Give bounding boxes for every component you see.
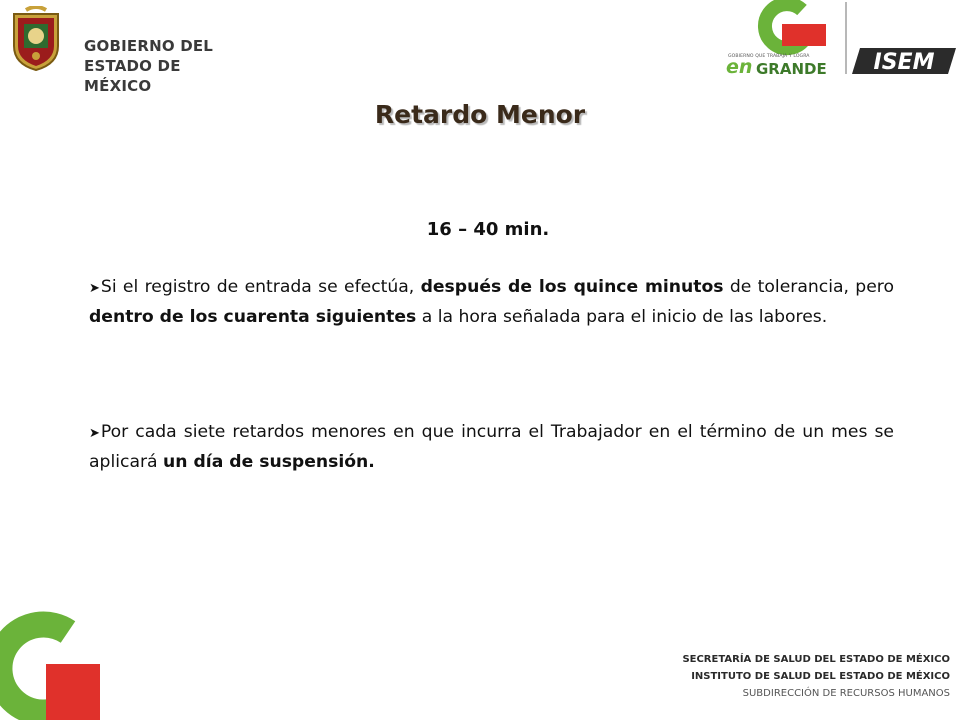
header-divider — [845, 2, 847, 74]
isem-logo — [852, 46, 958, 76]
p1-text2: de tolerancia, pero — [723, 277, 894, 297]
page-title: Retardo Menor — [374, 100, 586, 129]
g-mark-icon — [726, 0, 834, 56]
arrow-bullet-icon: ➤ — [89, 281, 100, 296]
engrande-tagline: GOBIERNO QUE TRABAJA Y LOGRA — [728, 54, 810, 59]
g-mark-bottom-icon — [0, 606, 100, 720]
engrande-grande: GRANDE — [756, 60, 827, 78]
footer-line1: SECRETARÍA DE SALUD DEL ESTADO DE MÉXICO — [682, 654, 950, 665]
footer — [682, 651, 950, 702]
engrande-logo — [726, 0, 834, 78]
gobierno-line1: GOBIERNO DEL — [84, 37, 214, 55]
gobierno-estado-mexico-logo — [8, 6, 248, 95]
gobierno-text — [84, 36, 248, 96]
p2-text1: Por cada siete retardos menores en que incurra el Trabajador en el término de un mes se aplicará — [89, 422, 894, 472]
p1-text1: Si el registro de entrada se efectúa, — [100, 277, 421, 297]
p1-bold2: dentro de los cuarenta siguientes — [89, 307, 417, 327]
p1-bold1: después de los quince minutos — [420, 277, 724, 297]
engrande-en: en — [726, 56, 753, 78]
coat-of-arms-icon — [8, 6, 64, 72]
p1-text3: a la hora señalada para el inicio de las labores. — [416, 307, 828, 327]
gobierno-line2: ESTADO DE MÉXICO — [84, 57, 181, 95]
p2-bold1: un día de suspensión. — [163, 452, 375, 472]
isem-logo-text: ISEM — [873, 50, 935, 75]
paragraph-2 — [89, 418, 894, 476]
time-range: 16 – 40 min. — [426, 219, 550, 240]
paragraph-1 — [89, 273, 894, 331]
footer-line2: INSTITUTO DE SALUD DEL ESTADO DE MÉXICO — [691, 671, 950, 682]
footer-line3: SUBDIRECCIÓN DE RECURSOS HUMANOS — [742, 688, 950, 699]
arrow-bullet-icon: ➤ — [89, 426, 100, 441]
